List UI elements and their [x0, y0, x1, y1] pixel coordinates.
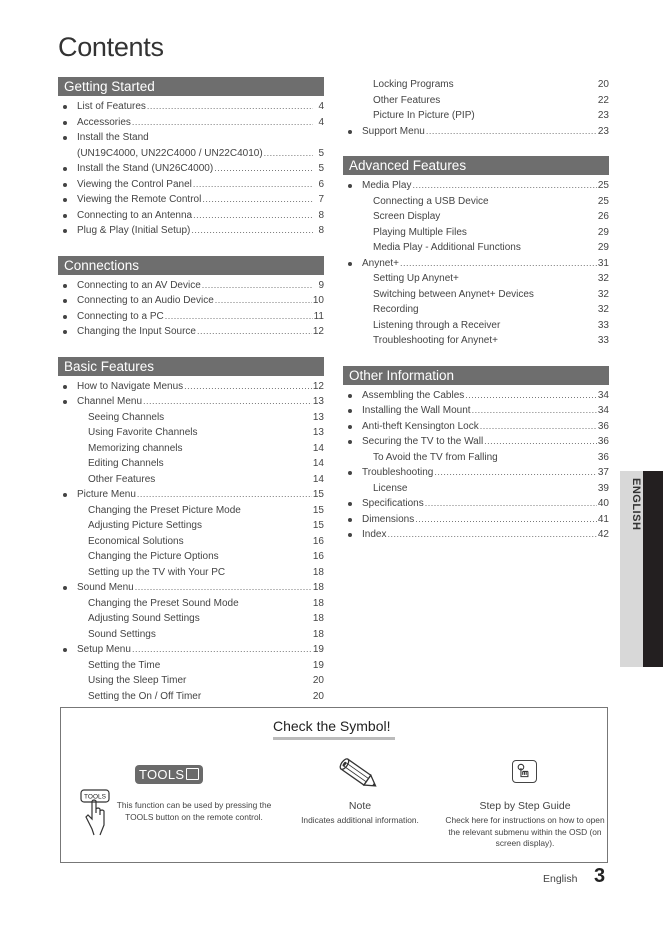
dot-leader — [197, 324, 312, 340]
toc-entry[interactable] — [58, 518, 324, 534]
toc-entry[interactable] — [58, 611, 324, 627]
toc-list — [58, 379, 324, 705]
toc-subentry-label: Setting Up Anynet+ — [373, 273, 459, 284]
toc-entry[interactable] — [58, 673, 324, 689]
bullet-icon — [348, 130, 352, 134]
toc-entry[interactable] — [343, 225, 609, 241]
bullet-icon — [63, 385, 67, 389]
toc-subentry-page: 18 — [312, 613, 324, 624]
dot-leader — [215, 293, 312, 309]
toc-subentry-label: Using Favorite Channels — [88, 427, 198, 438]
toc-subentry-label: Changing the Picture Options — [88, 551, 219, 562]
toc-subentry-label: Seeing Channels — [88, 411, 165, 423]
dot-leader — [193, 177, 313, 193]
toc-entry[interactable] — [58, 441, 324, 457]
toc-subentry-label: Economical Solutions — [88, 535, 184, 547]
toc-entry[interactable] — [343, 527, 609, 543]
toc-entry-label: Picture Menu — [77, 489, 136, 500]
dot-leader — [191, 223, 313, 239]
toc-subentry-label: Locking Programs — [373, 79, 454, 90]
toc-entry[interactable] — [58, 580, 324, 596]
toc-entry[interactable] — [58, 278, 324, 294]
toc-list — [58, 278, 324, 340]
bullet-icon — [63, 586, 67, 590]
toc-entry-label: Assembling the Cables — [362, 389, 465, 401]
toc-entry[interactable] — [343, 271, 609, 287]
toc-entry-page: 19 — [312, 644, 324, 655]
toc-entry-label: Specifications — [362, 498, 424, 509]
toc-entry[interactable] — [343, 333, 609, 349]
dot-leader — [202, 278, 313, 294]
toc-entry-label: Securing the TV to the Wall — [362, 436, 484, 447]
toc-list — [343, 388, 609, 543]
toc-subentry-label: Recording — [373, 304, 419, 315]
toc-subentry-label: License — [373, 482, 408, 494]
toc-entry-label: Anynet+ — [362, 257, 399, 269]
toc-entry-page: 18 — [312, 582, 324, 593]
toc-entry[interactable] — [58, 627, 324, 643]
bullet-icon — [63, 198, 67, 202]
toc-entry-label: Media Play — [362, 180, 412, 191]
toc-entry[interactable] — [58, 177, 324, 193]
bullet-icon — [348, 533, 352, 537]
toc-subentry-page: 14 — [312, 458, 324, 469]
toc-subentry-label: Adjusting Sound Settings — [88, 613, 200, 624]
dot-leader — [472, 403, 597, 419]
toc-entry-page: 6 — [318, 178, 324, 190]
toc-entry-page: 34 — [597, 389, 609, 401]
tools-badge — [135, 765, 203, 784]
toc-subentry-page: 14 — [312, 473, 324, 485]
toc-subentry-label: Setting the Time — [88, 659, 161, 671]
toc-entry[interactable] — [343, 93, 609, 109]
bullet-icon — [348, 394, 352, 398]
toc-entry[interactable] — [343, 287, 609, 303]
toc-entry-label: Connecting to an Antenna — [77, 209, 193, 221]
toc-entry-label: Install the Stand (UN26C4000) — [77, 163, 214, 174]
toc-entry-label: Viewing the Remote Control — [77, 194, 202, 205]
bullet-icon — [348, 409, 352, 413]
toc-subentry-label: Other Features — [373, 94, 441, 106]
dot-leader — [147, 99, 313, 115]
toc-section — [58, 357, 324, 705]
toc-subentry-page: 36 — [597, 451, 609, 463]
section-header: Other Information — [343, 366, 609, 385]
bullet-icon — [63, 315, 67, 319]
toc-entry[interactable] — [58, 689, 324, 705]
toc-subentry-label: Playing Multiple Files — [373, 226, 467, 238]
toc-entry[interactable] — [58, 487, 324, 503]
toc-entry-page: 42 — [597, 529, 609, 540]
toc-subentry-page: 23 — [597, 110, 609, 121]
section-header: Basic Features — [58, 357, 324, 376]
check-symbol-title: Check the Symbol! — [273, 718, 391, 734]
hand-pressing-tools-icon — [80, 789, 114, 837]
toc-subentry-page: 20 — [312, 675, 324, 686]
bullet-icon — [348, 502, 352, 506]
toc-subentry-label: Screen Display — [373, 211, 441, 222]
toc-entry[interactable] — [58, 549, 324, 565]
toc-entry-label: Accessories — [77, 116, 131, 128]
toc-entry[interactable] — [343, 465, 609, 481]
section-header: Getting Started — [58, 77, 324, 96]
toc-subentry-page: 13 — [312, 411, 324, 423]
toc-entry[interactable] — [343, 450, 609, 466]
page-number: 3 — [594, 865, 606, 887]
step-guide-hand-icon — [512, 760, 537, 783]
toc-entry[interactable] — [58, 130, 324, 161]
toc-subentry-label: Media Play - Additional Functions — [373, 242, 521, 253]
toc-entry-page: 36 — [597, 436, 609, 447]
bullet-icon — [348, 471, 352, 475]
toc-subentry-label: Switching between Anynet+ Devices — [373, 288, 534, 300]
toc-subentry-label: Troubleshooting for Anynet+ — [373, 335, 498, 346]
toc-right-column — [343, 77, 609, 543]
toc-entry[interactable] — [343, 318, 609, 334]
toc-entry-page: 41 — [597, 513, 609, 525]
toc-list — [343, 178, 609, 349]
dot-leader — [143, 394, 312, 410]
toc-subentry-page: 13 — [312, 427, 324, 438]
toc-subentry-page: 15 — [312, 520, 324, 531]
dot-leader — [484, 434, 597, 450]
page-title: Contents — [58, 32, 164, 62]
hand-tools-text: TOOLS — [84, 793, 106, 801]
toc-entry-label: Viewing the Control Panel — [77, 178, 192, 190]
toc-subentry-label: Connecting a USB Device — [373, 195, 489, 207]
dot-leader — [412, 178, 596, 194]
toc-entry[interactable] — [343, 496, 609, 512]
toc-entry[interactable] — [343, 77, 609, 93]
bullet-icon — [348, 184, 352, 188]
toc-list — [58, 99, 324, 239]
toc-entry[interactable] — [58, 658, 324, 674]
toc-subentry-page: 25 — [597, 195, 609, 207]
tools-description: This function can be used by pressing the TOOLS button on the remote control. — [116, 800, 272, 822]
toc-entry[interactable] — [58, 208, 324, 224]
bullet-icon — [348, 425, 352, 429]
toc-entry-page: 13 — [312, 396, 324, 407]
toc-subentry-page: 32 — [597, 304, 609, 315]
toc-entry-page: 37 — [597, 467, 609, 478]
toc-entry[interactable] — [58, 534, 324, 550]
note-title: Note — [348, 800, 372, 812]
dot-leader — [135, 580, 312, 596]
dot-leader — [214, 161, 313, 177]
toc-subentry-label: Setting up the TV with Your PC — [88, 566, 226, 578]
toc-subentry-label: Changing the Preset Picture Mode — [88, 504, 241, 516]
toc-entry-page: 36 — [597, 420, 609, 432]
footer-language: English — [543, 873, 578, 885]
toc-subentry-page: 22 — [597, 94, 609, 106]
toc-subentry-page: 32 — [597, 273, 609, 284]
toc-entry[interactable] — [343, 403, 609, 419]
toc-subentry-label: Using the Sleep Timer — [88, 675, 187, 686]
toc-section — [58, 77, 324, 239]
toc-entry[interactable] — [58, 161, 324, 177]
toc-subentry-page: 39 — [597, 482, 609, 494]
toc-entry-label: Setup Menu — [77, 644, 131, 655]
dot-leader — [137, 487, 312, 503]
dot-leader — [415, 512, 597, 528]
toc-entry[interactable] — [343, 434, 609, 450]
bullet-icon — [63, 105, 67, 109]
section-header: Advanced Features — [343, 156, 609, 175]
toc-subentry-label: Other Features — [88, 473, 156, 485]
toc-left-column — [58, 77, 324, 704]
toc-entry-page: 34 — [597, 405, 609, 416]
toc-section — [58, 256, 324, 340]
bullet-icon — [63, 299, 67, 303]
toc-entry-label: Connecting to a PC — [77, 310, 164, 322]
toc-entry-label: Dimensions — [362, 513, 415, 525]
dot-leader — [434, 465, 597, 481]
toc-entry[interactable] — [58, 642, 324, 658]
bullet-icon — [63, 229, 67, 233]
bullet-icon — [63, 330, 67, 334]
toc-entry[interactable] — [58, 324, 324, 340]
bullet-icon — [63, 648, 67, 652]
toc-entry-page: 9 — [318, 279, 324, 291]
toc-entry[interactable] — [343, 240, 609, 256]
toc-entry[interactable] — [58, 379, 324, 395]
bullet-icon — [63, 183, 67, 187]
toc-subentry-label: Memorizing channels — [88, 442, 183, 454]
toc-entry-label: Connecting to an Audio Device — [77, 295, 214, 306]
toc-entry-page: 12 — [312, 326, 324, 337]
toc-subentry-page: 33 — [597, 335, 609, 346]
toc-entry[interactable] — [343, 302, 609, 318]
toc-entry-page: 5 — [318, 147, 324, 159]
toc-entry[interactable] — [343, 124, 609, 140]
bullet-icon — [63, 493, 67, 497]
guide-title: Step by Step Guide — [479, 800, 571, 812]
toc-subentry-page: 32 — [597, 288, 609, 300]
toc-subentry-label: Picture In Picture (PIP) — [373, 110, 475, 121]
toc-entry[interactable] — [58, 394, 324, 410]
toc-entry-page: 11 — [313, 310, 324, 322]
bullet-icon — [348, 440, 352, 444]
toc-subentry-page: 18 — [312, 566, 324, 578]
toc-entry-label: Connecting to an AV Device — [77, 279, 201, 291]
toc-entry-page: 23 — [597, 125, 609, 137]
toc-subentry-page: 26 — [597, 211, 609, 222]
toc-entry-page: 40 — [597, 498, 609, 509]
toc-entry[interactable] — [343, 178, 609, 194]
toc-entry[interactable] — [343, 512, 609, 528]
toc-entry[interactable] — [58, 565, 324, 581]
toc-subentry-page: 14 — [312, 442, 324, 454]
toc-entry[interactable] — [343, 388, 609, 404]
toc-subentry-page: 15 — [312, 504, 324, 516]
toc-section — [343, 366, 609, 543]
toc-entry-label: Anti-theft Kensington Lock — [362, 420, 479, 432]
toc-entry-label: How to Navigate Menus — [77, 380, 184, 392]
toc-subentry-label: Editing Channels — [88, 458, 164, 469]
toc-entry[interactable] — [343, 481, 609, 497]
toc-entry[interactable] — [58, 99, 324, 115]
toc-entry[interactable] — [58, 410, 324, 426]
toc-entry-page: 4 — [318, 116, 324, 128]
dot-leader — [165, 309, 313, 325]
toc-subentry-label: Setting the On / Off Timer — [88, 690, 202, 702]
dot-leader — [184, 379, 312, 395]
toc-entry-label: List of Features — [77, 101, 146, 112]
toc-entry[interactable] — [58, 115, 324, 131]
guide-description: Check here for instructions on how to open the relevant submenu within the OSD (on screen display). — [445, 815, 605, 848]
toc-entry-label: Sound Menu — [77, 582, 134, 593]
toc-subentry-page: 33 — [597, 319, 609, 331]
toc-subentry-page: 29 — [597, 226, 609, 238]
toc-entry-page: 8 — [318, 209, 324, 221]
dot-leader — [425, 496, 597, 512]
toc-entry[interactable] — [58, 192, 324, 208]
tools-badge-label: TOOLS — [139, 767, 185, 782]
toc-entry-page: 5 — [318, 163, 324, 174]
toc-entry[interactable] — [58, 596, 324, 612]
bullet-icon — [348, 262, 352, 266]
toc-entry[interactable] — [343, 419, 609, 435]
toc-entry-label: Troubleshooting — [362, 467, 434, 478]
toc-entry-page: 31 — [597, 257, 609, 269]
toc-entry[interactable] — [58, 309, 324, 325]
toc-subentry-page: 18 — [312, 628, 324, 640]
toc-entry[interactable] — [343, 256, 609, 272]
toc-subentry-label: Changing the Preset Sound Mode — [88, 597, 239, 609]
toc-subentry-page: 16 — [312, 551, 324, 562]
dot-leader — [400, 256, 597, 272]
toc-entry-label: Installing the Wall Mount — [362, 405, 471, 416]
toc-subentry-label: Adjusting Picture Settings — [88, 520, 202, 531]
toc-subentry-page: 20 — [597, 79, 609, 90]
language-side-tab-label: ENGLISH — [630, 478, 642, 531]
bullet-icon — [63, 136, 67, 140]
side-dark-bar — [643, 471, 663, 667]
toc-entry-page: 15 — [312, 489, 324, 500]
dot-leader — [264, 146, 313, 162]
toc-entry-label: Support Menu — [362, 125, 425, 137]
section-header: Connections — [58, 256, 324, 275]
toc-subentry-label: Listening through a Receiver — [373, 319, 501, 331]
toc-entry-page: 4 — [318, 101, 324, 112]
bullet-icon — [348, 518, 352, 522]
toc-entry[interactable] — [58, 223, 324, 239]
toc-entry-label: Plug & Play (Initial Setup) — [77, 225, 191, 236]
toc-entry-label: Changing the Input Source — [77, 326, 196, 337]
toc-subentry-label: To Avoid the TV from Falling — [373, 451, 498, 463]
bullet-icon — [63, 284, 67, 288]
toc-entry-page: 12 — [312, 380, 324, 392]
pencil-note-icon — [337, 757, 383, 793]
toc-entry-page: 7 — [318, 194, 324, 205]
dot-leader — [132, 115, 313, 131]
toc-subentry-page: 29 — [597, 242, 609, 253]
dot-leader — [202, 192, 313, 208]
toc-entry-page: 8 — [318, 225, 324, 236]
toc-entry-label: Index — [362, 529, 387, 540]
toc-section — [343, 156, 609, 349]
toc-entry-page: 25 — [597, 180, 609, 191]
toc-subentry-page: 16 — [312, 535, 324, 547]
dot-leader — [426, 124, 597, 140]
toc-entry[interactable] — [58, 425, 324, 441]
toc-entry-label: Channel Menu — [77, 396, 143, 407]
bullet-icon — [63, 121, 67, 125]
bullet-icon — [63, 400, 67, 404]
toc-subentry-page: 19 — [312, 659, 324, 671]
dot-leader — [480, 419, 597, 435]
toc-entry[interactable] — [58, 472, 324, 488]
dot-leader — [387, 527, 596, 543]
toc-entry[interactable] — [343, 194, 609, 210]
dot-leader — [132, 642, 312, 658]
bullet-icon — [63, 214, 67, 218]
toc-section — [343, 77, 609, 139]
toc-entry[interactable] — [343, 108, 609, 124]
dot-leader — [193, 208, 313, 224]
toc-entry[interactable] — [58, 503, 324, 519]
note-description: Indicates additional information. — [301, 815, 419, 825]
bullet-icon — [63, 167, 67, 171]
toc-entry-label: Install the Stand — [77, 132, 149, 143]
toc-entry[interactable] — [58, 456, 324, 472]
toc-entry-label-cont: (UN19C4000, UN22C4000 / UN22C4010) — [77, 147, 263, 159]
dot-leader — [465, 388, 597, 404]
toc-subentry-page: 18 — [312, 597, 324, 609]
toc-subentry-label: Sound Settings — [88, 628, 156, 640]
toc-entry[interactable] — [343, 209, 609, 225]
toc-list — [343, 77, 609, 139]
toc-entry[interactable] — [58, 293, 324, 309]
tools-arrow-icon — [186, 768, 199, 780]
toc-subentry-page: 20 — [312, 690, 324, 702]
toc-entry-page: 10 — [312, 295, 324, 306]
title-underline — [273, 737, 395, 740]
